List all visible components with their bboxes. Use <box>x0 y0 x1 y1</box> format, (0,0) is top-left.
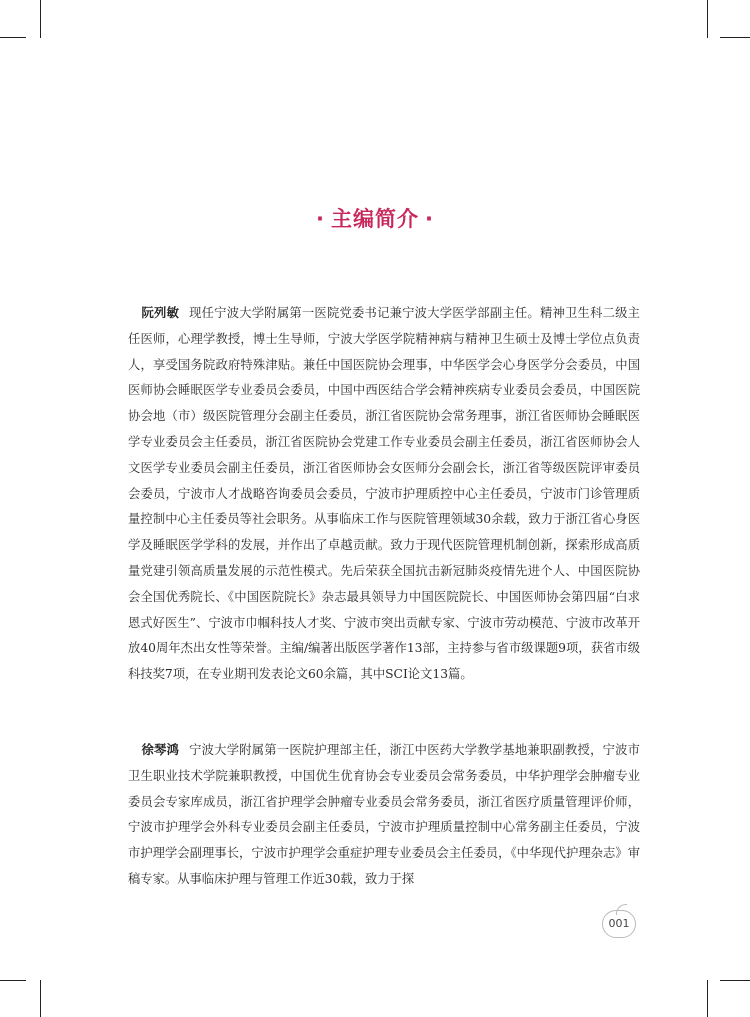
editor-bio-text: 宁波大学附属第一医院护理部主任，浙江中医药大学教学基地兼职副教授，宁波市卫生职业技术学院兼职教授，中国优生优育协会专业委员会常务委员，中华护理学会肿瘤专业委员会专家库成员，浙江省护理学会肿瘤专业委员会常务委员，浙江省医疗质量管理评价师，宁波市护理学会外科专业委员会副主任委员，宁波市护理质量控制中心常务副主任委员，宁波市护理学会副理事长，宁波市护理学会重症护理专业委员会主任委员，《中华现代护理杂志》审稿专家。从事临床护理与管理工作近30载，致力于探 <box>128 743 640 886</box>
editor-bio <box>128 301 640 688</box>
crop-mark <box>0 980 26 981</box>
editor-bio <box>128 738 640 893</box>
page-title <box>0 203 750 233</box>
crop-mark <box>720 37 750 38</box>
crop-mark <box>40 980 41 1017</box>
editor-name: 徐琴鸿 <box>141 743 180 757</box>
crop-mark <box>0 37 26 38</box>
page-number: 001 <box>602 910 636 938</box>
crop-mark <box>40 0 41 38</box>
section-title-text: 主编简介 <box>331 207 419 231</box>
crop-mark <box>707 980 708 1017</box>
title-dot-right: · <box>425 207 434 231</box>
title-dot-left: · <box>316 207 325 231</box>
crop-mark <box>707 0 708 38</box>
crop-mark <box>720 980 750 981</box>
editor-name: 阮列敏 <box>141 306 180 320</box>
editor-bio-text: 现任宁波大学附属第一医院党委书记兼宁波大学医学部副主任。精神卫生科二级主任医师，心理学教授，博士生导师，宁波大学医学院精神病与精神卫生硕士及博士学位点负责人，享受国务院政府特殊津贴。兼任中国医院协会理事，中华医学会心身医学分会委员，中国医师协会睡眠医学专业委员会委员，中国中西医结合学会精神疾病专业委员会委员，中国医院协会地（市）级医院管理分会副主任委员，浙江省医院协会常务理事，浙江省医师协会睡眠医学专业委员会主任委员，浙江省医院协会党建工作专业委员会副主任委员，浙江省医师协会人文医学专业委员会副主任委员，浙江省医师协会女医师分会副会长，浙江省等级医院评审委员会委员，宁波市人才战略咨询委员会委员，宁波市护理质控中心主任委员，宁波市门诊管理质量控制中心主任委员等社会职务。从事临床工作与医院管理领域30余载，致力于浙江省心身医学及睡眠医学学科的发展，并作出了卓越贡献。致力于现代医院管理机制创新，探索形成高质量党建引领高质量发展的示范性模式。先后荣获全国抗击新冠肺炎疫情先进个人、中国医院协会全国优秀院长、《中国医院院长》杂志最具领导力中国医院院长、中国医师协会第四届“白求恩式好医生”、宁波市巾帼科技人才奖、宁波市突出贡献专家、宁波市劳动模范、宁波市改革开放40周年杰出女性等荣誉。主编/编著出版医学著作13部，主持参与省市级课题9项，获省市级科技奖7项，在专业期刊发表论文60余篇，其中SCI论文13篇。 <box>128 306 640 682</box>
